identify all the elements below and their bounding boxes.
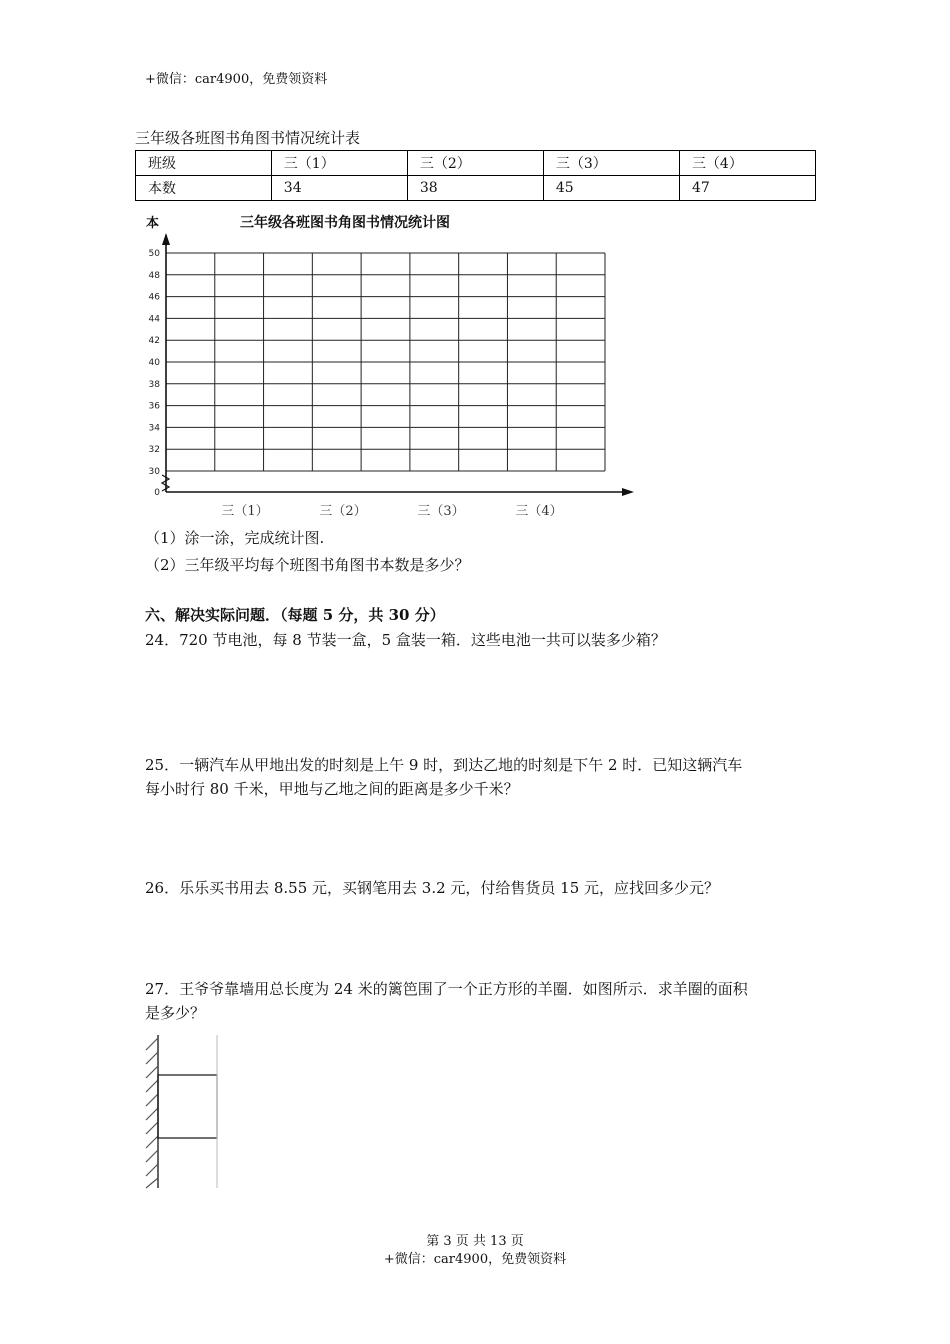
y-tick-label: 0 (154, 488, 160, 498)
table-cell: 三（4） (679, 151, 815, 176)
x-category-label: 三（4） (515, 504, 563, 519)
table-cell: 三（1） (271, 151, 407, 176)
table-cell: 34 (271, 176, 407, 201)
y-tick-label: 30 (148, 467, 160, 477)
table-cell: 三（3） (543, 151, 679, 176)
y-tick-label: 34 (148, 423, 160, 434)
y-tick-label: 38 (148, 379, 160, 390)
question-24: 24．720 节电池，每 8 节装一盒，5 盒装一箱．这些电池一共可以装多少箱？ (145, 631, 666, 649)
question-2: （2）三年级平均每个班图书角图书本数是多少？ (145, 556, 470, 574)
y-axis-arrow (162, 233, 170, 245)
square-pen (158, 1075, 217, 1138)
table-cell: 本数 (136, 176, 272, 201)
question-25-line-2: 每小时行 80 千米，甲地与乙地之间的距离是多少千米？ (145, 780, 519, 798)
question-1: （1）涂一涂，完成统计图. (145, 529, 325, 547)
question-27-line-2: 是多少？ (145, 1004, 206, 1022)
table-row (136, 176, 816, 201)
table-row (136, 151, 816, 176)
table-title: 三年级各班图书角图书情况统计表 (135, 129, 361, 147)
question-27-line-1: 27．王爷爷靠墙用总长度为 24 米的篱笆围了一个正方形的羊圈．如图所示．求羊圈的面积 (145, 980, 748, 998)
table-cell: 班级 (136, 151, 272, 176)
x-category-label: 三（1） (221, 504, 269, 519)
table-cell: 三（2） (407, 151, 543, 176)
y-tick-label: 48 (148, 270, 160, 281)
y-tick-label: 44 (148, 314, 160, 325)
x-axis-arrow (622, 488, 634, 496)
y-tick-label: 36 (148, 401, 160, 412)
y-tick-label: 50 (148, 249, 160, 259)
footer-watermark: +微信：car4900，免费领资料 (383, 1252, 567, 1267)
sheep-pen-diagram (140, 1030, 230, 1190)
y-axis-label: 本 (146, 216, 160, 231)
table-cell: 47 (679, 176, 815, 201)
y-tick-label: 40 (148, 358, 160, 368)
bar-chart (140, 205, 640, 520)
header-watermark: +微信：car4900，免费领资料 (145, 72, 328, 87)
section-heading: 六、解决实际问题．（每题 5 分，共 30 分） (145, 606, 445, 624)
table-cell: 38 (407, 176, 543, 201)
question-26: 26．乐乐买书用去 8.55 元，买钢笔用去 3.2 元，付给售货员 15 元，应找回多少元？ (145, 879, 720, 897)
chart-title: 三年级各班图书角图书情况统计图 (240, 215, 450, 231)
x-category-label: 三（2） (319, 504, 367, 519)
question-25-line-1: 25．一辆汽车从甲地出发的时刻是上午 9 时，到达乙地的时刻是下午 2 时．已知这辆汽车 (145, 756, 743, 774)
wall-hatching (146, 1038, 158, 1188)
x-category-label: 三（3） (417, 504, 465, 519)
stat-table (135, 150, 816, 201)
page-number: 第 3 页 共 13 页 (426, 1234, 524, 1249)
table-cell: 45 (543, 176, 679, 201)
y-tick-label: 32 (148, 445, 160, 456)
y-tick-label: 46 (148, 292, 160, 303)
y-tick-label: 42 (148, 336, 160, 347)
